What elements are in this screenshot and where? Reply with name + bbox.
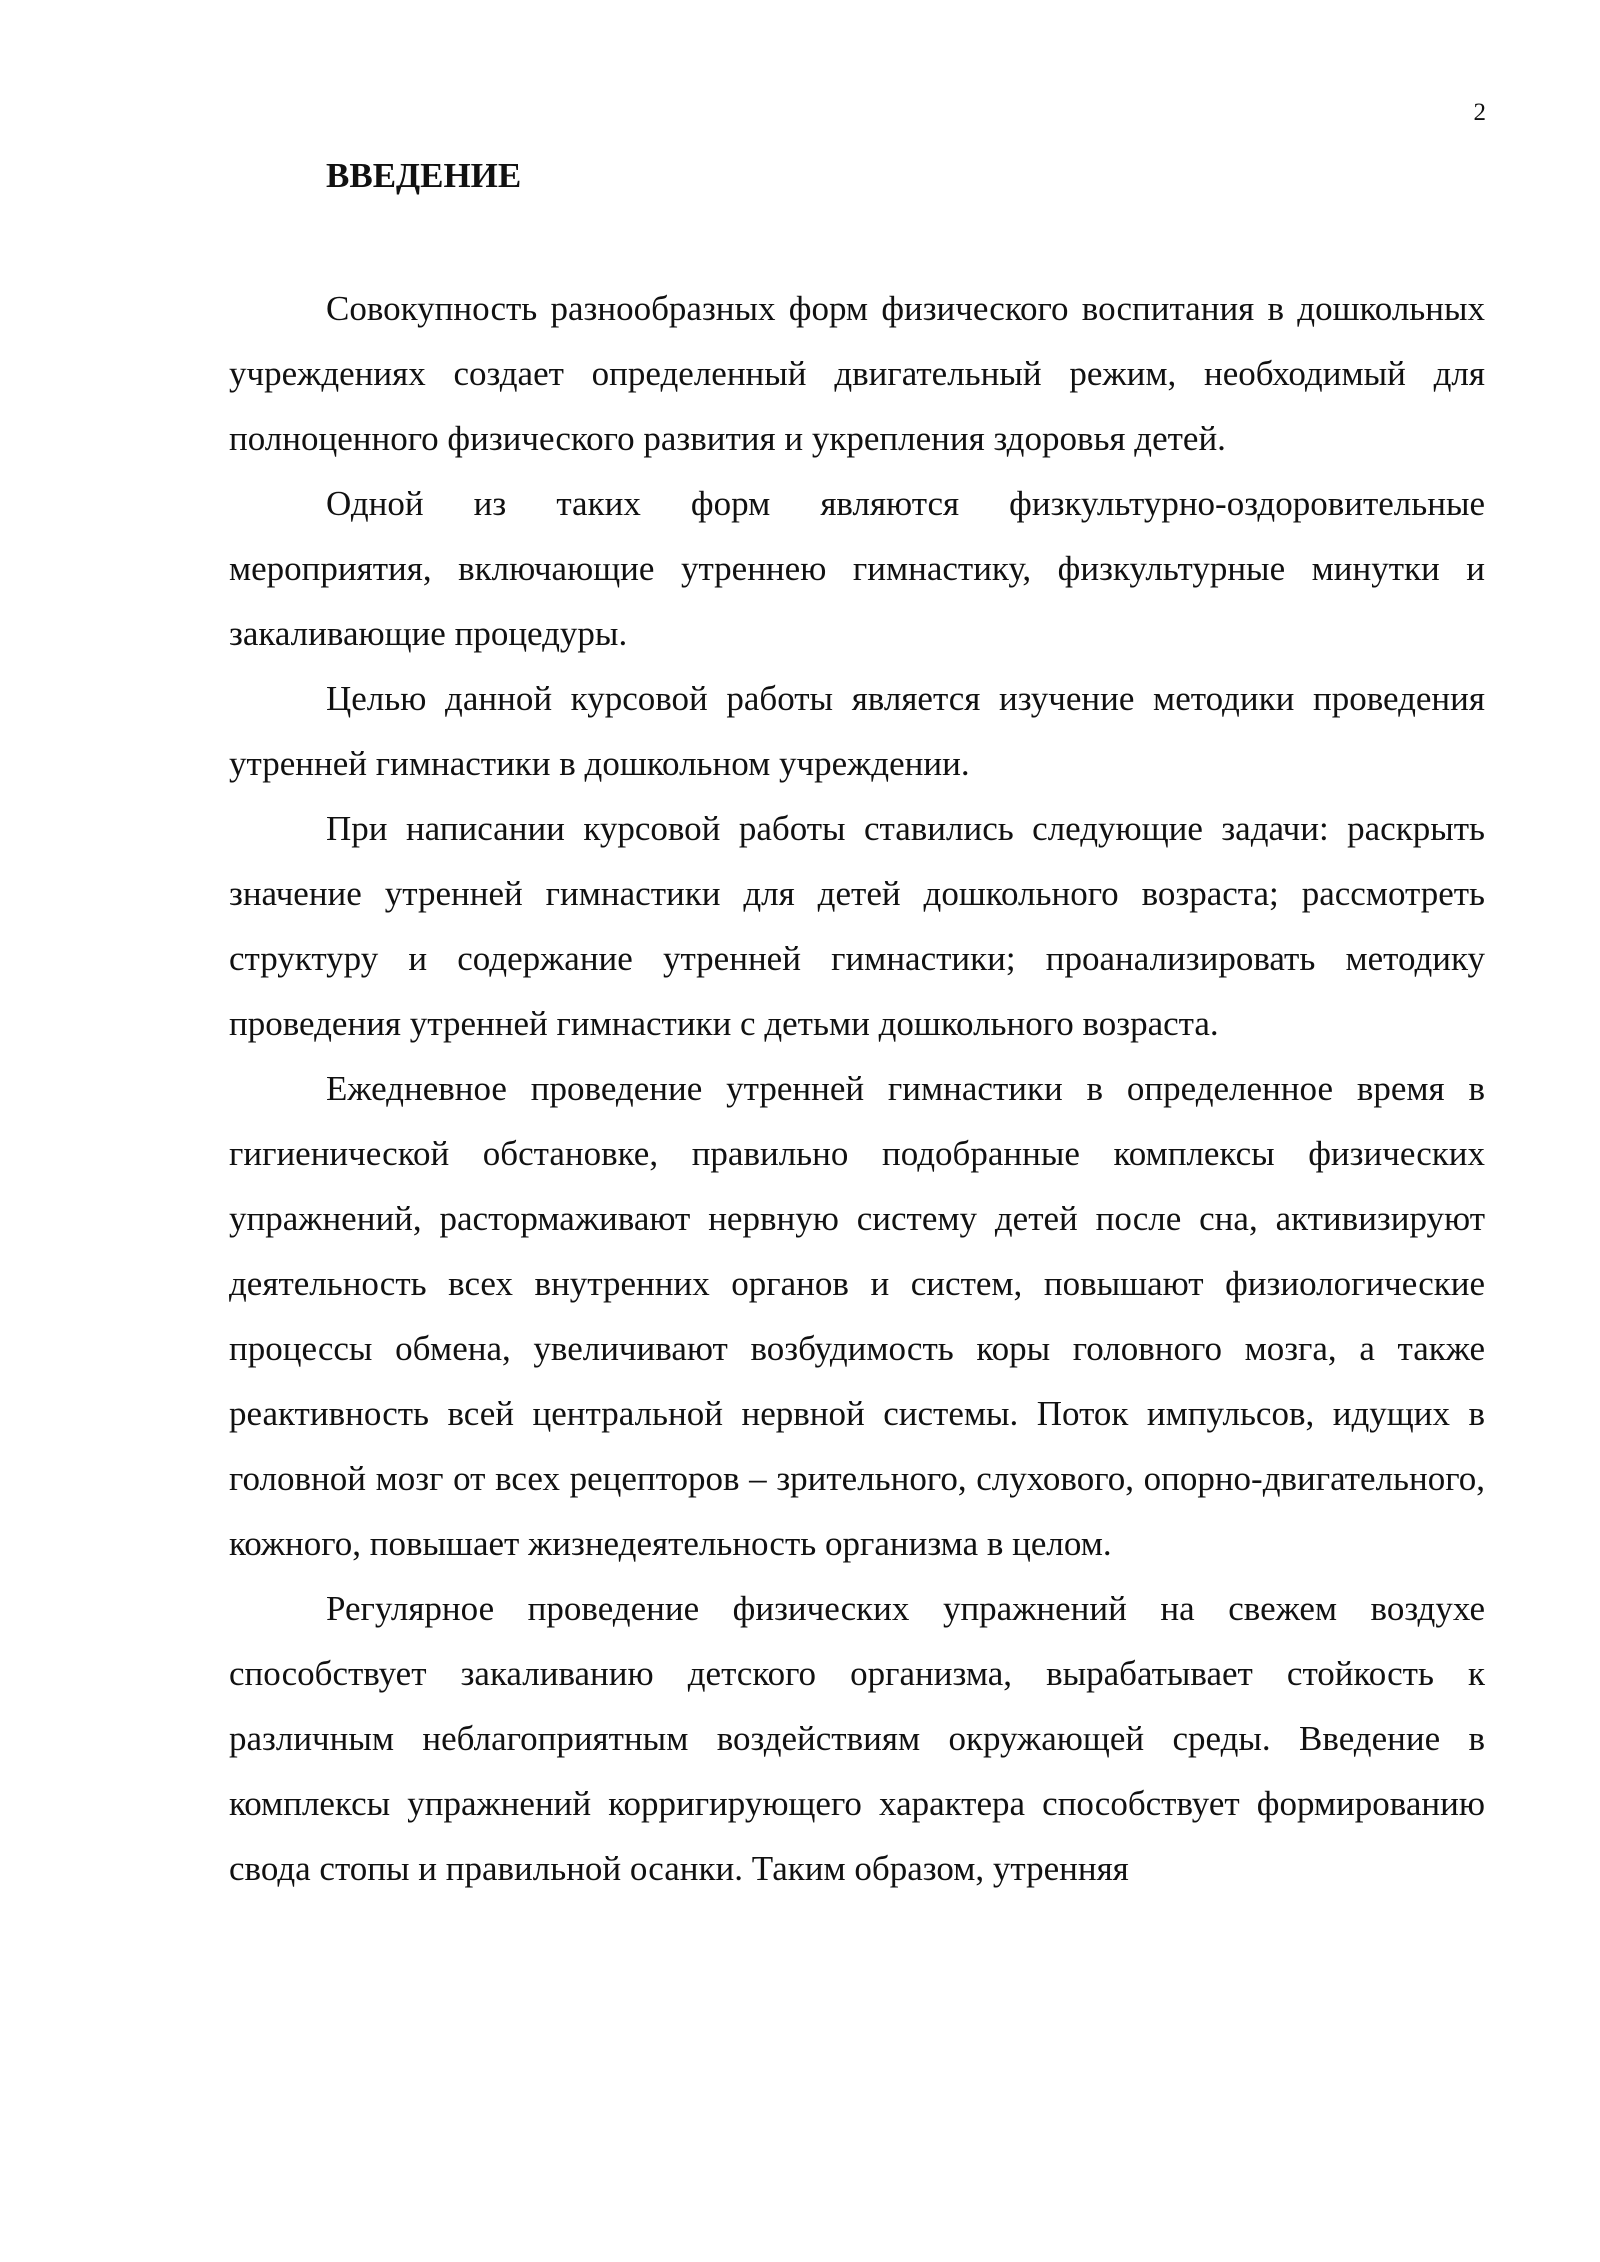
section-heading: ВВЕДЕНИЕ — [326, 156, 522, 195]
heading-spacer — [229, 206, 1485, 276]
paragraph: При написании курсовой работы ставились следующие задачи: раскрыть значение утренней гимнастики для детей дошкольного возраста; рассмотреть структуру и содержание утренней гимнастики; проанализировать методику проведения утренней гимнастики с детьми дошкольного возраста. — [229, 809, 1485, 1043]
paragraph: Целью данной курсовой работы является изучение методики проведения утренней гимнастики в дошкольном учреждении. — [229, 679, 1485, 783]
paragraph: Ежедневное проведение утренней гимнастики в определенное время в гигиенической обстановке, правильно подобранные комплексы физических упражнений, растормаживают нервную систему детей после сна, активизируют деятельность всех внутренних органов и систем, повышают физиологические процессы обмена, увеличивают возбудимость коры головного мозга, а также реактивность всей центральной нервной системы. Поток импульсов, идущих в головной мозг от всех рецепторов – зрительного, слухового, опорно-двигательного, кожного, повышает жизнедеятельность организма в целом. — [229, 1069, 1485, 1563]
page-number: 2 — [1473, 99, 1486, 126]
paragraph: Совокупность разнообразных форм физического воспитания в дошкольных учреждениях создает определенный двигательный режим, необходимый для полноценного физического развития и укрепления здоровья детей. — [229, 289, 1485, 458]
document-body — [229, 146, 1485, 1901]
paragraph: Одной из таких форм являются физкультурно-оздоровительные мероприятия, включающие утреннею гимнастику, физкультурные минутки и закаливающие процедуры. — [229, 484, 1485, 653]
paragraph: Регулярное проведение физических упражнений на свежем воздухе способствует закаливанию детского организма, вырабатывает стойкость к различным неблагоприятным воздействиям окружающей среды. Введение в комплексы упражнений корригирующего характера способствует формированию свода стопы и правильной осанки. Таким образом, утренняя — [229, 1589, 1485, 1888]
